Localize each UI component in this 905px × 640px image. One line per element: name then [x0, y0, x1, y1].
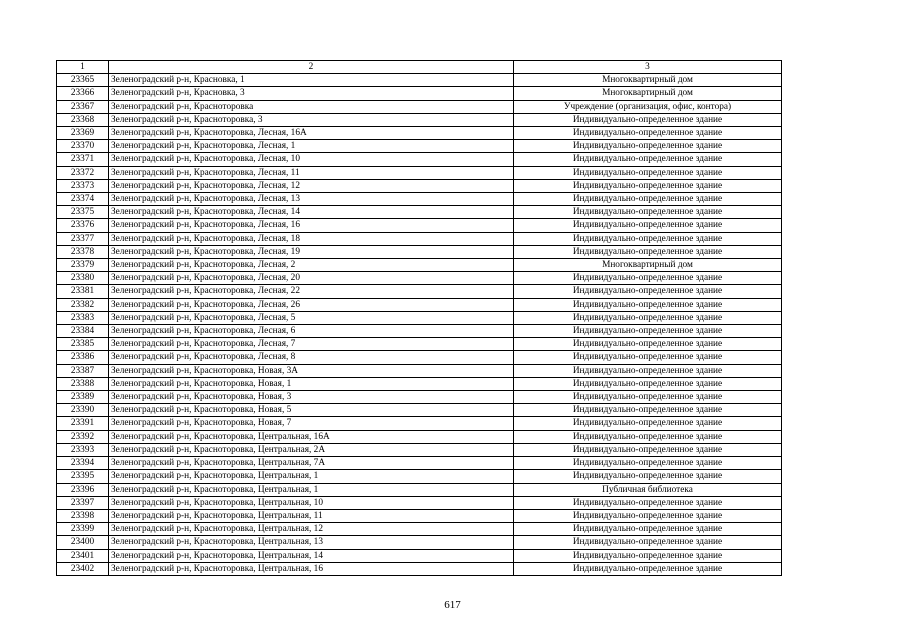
object-type-cell: Индивидуально-определенное здание [514, 311, 782, 324]
column-header-2: 2 [109, 61, 514, 74]
object-type-cell: Индивидуально-определенное здание [514, 245, 782, 258]
address-cell: Зеленоградский р-н, Краснотoровка, Лесная, 18 [109, 232, 514, 245]
address-cell: Зеленоградский р-н, Краснотoровка, Лесная, 14 [109, 206, 514, 219]
record-number: 23399 [57, 523, 109, 536]
address-cell: Зеленоградский р-н, Краснотoровка, Центральная, 1 [109, 470, 514, 483]
address-cell: Зеленоградский р-н, Краснотoровка, Новая, 7 [109, 417, 514, 430]
object-type-cell: Индивидуально-определенное здание [514, 457, 782, 470]
address-cell: Зеленоградский р-н, Краснотoровка, 3 [109, 113, 514, 126]
address-cell: Зеленоградский р-н, Краснотoровка, Лесная, 22 [109, 285, 514, 298]
table-row [57, 496, 782, 509]
address-cell: Зеленоградский р-н, Краснотoровка, Лесная, 12 [109, 179, 514, 192]
record-number: 23394 [57, 457, 109, 470]
table-row [57, 338, 782, 351]
table-row [57, 536, 782, 549]
table-row [57, 272, 782, 285]
record-number: 23389 [57, 391, 109, 404]
record-number: 23384 [57, 325, 109, 338]
record-number: 23385 [57, 338, 109, 351]
address-cell: Зеленоградский р-н, Краснотoровка, Лесная, 19 [109, 245, 514, 258]
table-row [57, 483, 782, 496]
address-cell: Зеленоградский р-н, Краснотoровка, Лесная, 13 [109, 193, 514, 206]
record-number: 23371 [57, 153, 109, 166]
object-type-cell: Индивидуально-определенное здание [514, 562, 782, 575]
table-row [57, 430, 782, 443]
table-row [57, 140, 782, 153]
record-number: 23386 [57, 351, 109, 364]
record-number: 23382 [57, 298, 109, 311]
address-cell: Зеленоградский р-н, Краснотoровка, Лесная, 7 [109, 338, 514, 351]
table-row [57, 470, 782, 483]
record-number: 23377 [57, 232, 109, 245]
address-cell: Зеленоградский р-н, Краснотoровка, Новая, 3А [109, 364, 514, 377]
table-row [57, 549, 782, 562]
table-row [57, 377, 782, 390]
record-number: 23397 [57, 496, 109, 509]
object-type-cell: Многоквартирный дом [514, 259, 782, 272]
record-number: 23401 [57, 549, 109, 562]
object-type-cell: Индивидуально-определенное здание [514, 193, 782, 206]
address-cell: Зеленоградский р-н, Краснотoровка, Лесная, 2 [109, 259, 514, 272]
address-cell: Зеленоградский р-н, Краснотoровка, Центральная, 11 [109, 509, 514, 522]
address-cell: Зеленоградский р-н, Краснотoровка, Новая, 1 [109, 377, 514, 390]
object-type-cell: Индивидуально-определенное здание [514, 285, 782, 298]
address-cell: Зеленоградский р-н, Краснотoровка, Новая, 5 [109, 404, 514, 417]
table-row [57, 232, 782, 245]
address-cell: Зеленоградский р-н, Краснотoровка, Центральная, 10 [109, 496, 514, 509]
table-body [57, 74, 782, 576]
table-row [57, 391, 782, 404]
object-type-cell: Учреждение (организация, офис, контора) [514, 100, 782, 113]
object-type-cell: Публичная библиотека [514, 483, 782, 496]
address-cell: Зеленоградский р-н, Краснотoровка, Лесная, 10 [109, 153, 514, 166]
table-row [57, 259, 782, 272]
record-number: 23400 [57, 536, 109, 549]
record-number: 23374 [57, 193, 109, 206]
address-cell: Зеленоградский р-н, Краснотoровка, Центральная, 2А [109, 443, 514, 456]
object-type-cell: Индивидуально-определенное здание [514, 404, 782, 417]
object-type-cell: Индивидуально-определенное здание [514, 351, 782, 364]
address-cell: Зеленоградский р-н, Краснотoровка, Центральная, 14 [109, 549, 514, 562]
object-type-cell: Индивидуально-определенное здание [514, 377, 782, 390]
table-row [57, 457, 782, 470]
address-cell: Зеленоградский р-н, Красновка, 1 [109, 74, 514, 87]
table-row [57, 298, 782, 311]
record-number: 23402 [57, 562, 109, 575]
address-cell: Зеленоградский р-н, Краснотoровка, Лесная, 6 [109, 325, 514, 338]
table-row [57, 364, 782, 377]
header-row [57, 61, 782, 74]
record-number: 23380 [57, 272, 109, 285]
object-type-cell: Индивидуально-определенное здание [514, 219, 782, 232]
address-cell: Зеленоградский р-н, Краснотoровка, Лесная, 1 [109, 140, 514, 153]
record-number: 23366 [57, 87, 109, 100]
object-type-cell: Индивидуально-определенное здание [514, 470, 782, 483]
table-row [57, 245, 782, 258]
column-header-1: 1 [57, 61, 109, 74]
address-cell: Зеленоградский р-н, Краснотoровка, Новая, 3 [109, 391, 514, 404]
record-number: 23388 [57, 377, 109, 390]
table-row [57, 562, 782, 575]
table-row [57, 74, 782, 87]
object-type-cell: Индивидуально-определенное здание [514, 364, 782, 377]
object-type-cell: Индивидуально-определенное здание [514, 113, 782, 126]
table-row [57, 113, 782, 126]
table-row [57, 166, 782, 179]
address-cell: Зеленоградский р-н, Краснотoровка, Лесная, 16 [109, 219, 514, 232]
object-type-cell: Индивидуально-определенное здание [514, 549, 782, 562]
record-number: 23375 [57, 206, 109, 219]
table-row [57, 285, 782, 298]
object-type-cell: Индивидуально-определенное здание [514, 417, 782, 430]
address-cell: Зеленоградский р-н, Краснотoровка, Центральная, 13 [109, 536, 514, 549]
object-type-cell: Индивидуально-определенное здание [514, 325, 782, 338]
record-number: 23379 [57, 259, 109, 272]
table-row [57, 179, 782, 192]
record-number: 23372 [57, 166, 109, 179]
object-type-cell: Индивидуально-определенное здание [514, 509, 782, 522]
object-type-cell: Индивидуально-определенное здание [514, 127, 782, 140]
record-number: 23387 [57, 364, 109, 377]
record-number: 23396 [57, 483, 109, 496]
record-number: 23395 [57, 470, 109, 483]
table-row [57, 100, 782, 113]
table-row [57, 127, 782, 140]
object-type-cell: Многоквартирный дом [514, 74, 782, 87]
record-number: 23365 [57, 74, 109, 87]
registry-table [56, 60, 782, 576]
address-cell: Зеленоградский р-н, Краснотoровка, Лесная, 5 [109, 311, 514, 324]
address-cell: Зеленоградский р-н, Краснотoровка, Лесная, 8 [109, 351, 514, 364]
record-number: 23390 [57, 404, 109, 417]
address-cell: Зеленоградский р-н, Краснотoровка, Центральная, 16А [109, 430, 514, 443]
table-row [57, 351, 782, 364]
record-number: 23383 [57, 311, 109, 324]
object-type-cell: Индивидуально-определенное здание [514, 166, 782, 179]
object-type-cell: Индивидуально-определенное здание [514, 523, 782, 536]
table-row [57, 219, 782, 232]
address-cell: Зеленоградский р-н, Краснотoровка, Лесная, 20 [109, 272, 514, 285]
record-number: 23393 [57, 443, 109, 456]
address-cell: Зеленоградский р-н, Красновка, 3 [109, 87, 514, 100]
record-number: 23367 [57, 100, 109, 113]
record-number: 23392 [57, 430, 109, 443]
object-type-cell: Индивидуально-определенное здание [514, 206, 782, 219]
object-type-cell: Индивидуально-определенное здание [514, 153, 782, 166]
table-row [57, 153, 782, 166]
address-cell: Зеленоградский р-н, Краснотoровка, Лесная, 11 [109, 166, 514, 179]
table-row [57, 325, 782, 338]
object-type-cell: Индивидуально-определенное здание [514, 232, 782, 245]
object-type-cell: Индивидуально-определенное здание [514, 430, 782, 443]
record-number: 23368 [57, 113, 109, 126]
record-number: 23369 [57, 127, 109, 140]
table-row [57, 509, 782, 522]
address-cell: Зеленоградский р-н, Краснотoровка, Центральная, 1 [109, 483, 514, 496]
address-cell: Зеленоградский р-н, Краснотoровка, Центральная, 16 [109, 562, 514, 575]
table-row [57, 417, 782, 430]
page-number: 617 [444, 599, 461, 611]
object-type-cell: Индивидуально-определенное здание [514, 140, 782, 153]
address-cell: Зеленоградский р-н, Краснотoровка, Лесная, 16А [109, 127, 514, 140]
record-number: 23398 [57, 509, 109, 522]
object-type-cell: Индивидуально-определенное здание [514, 338, 782, 351]
object-type-cell: Индивидуально-определенное здание [514, 179, 782, 192]
object-type-cell: Индивидуально-определенное здание [514, 443, 782, 456]
object-type-cell: Многоквартирный дом [514, 87, 782, 100]
table-row [57, 311, 782, 324]
table-row [57, 193, 782, 206]
table-row [57, 523, 782, 536]
record-number: 23391 [57, 417, 109, 430]
record-number: 23378 [57, 245, 109, 258]
object-type-cell: Индивидуально-определенное здание [514, 536, 782, 549]
object-type-cell: Индивидуально-определенное здание [514, 496, 782, 509]
object-type-cell: Индивидуально-определенное здание [514, 391, 782, 404]
record-number: 23381 [57, 285, 109, 298]
address-cell: Зеленоградский р-н, Краснотoровка, Центральная, 12 [109, 523, 514, 536]
address-cell: Зеленоградский р-н, Краснотoровка, Центральная, 7А [109, 457, 514, 470]
record-number: 23373 [57, 179, 109, 192]
address-cell: Зеленоградский р-н, Краснотoровка, Лесная, 26 [109, 298, 514, 311]
column-header-3: 3 [514, 61, 782, 74]
record-number: 23370 [57, 140, 109, 153]
table-row [57, 443, 782, 456]
object-type-cell: Индивидуально-определенное здание [514, 272, 782, 285]
record-number: 23376 [57, 219, 109, 232]
table-row [57, 404, 782, 417]
address-cell: Зеленоградский р-н, Краснотoровка [109, 100, 514, 113]
object-type-cell: Индивидуально-определенное здание [514, 298, 782, 311]
table-row [57, 206, 782, 219]
table-row [57, 87, 782, 100]
